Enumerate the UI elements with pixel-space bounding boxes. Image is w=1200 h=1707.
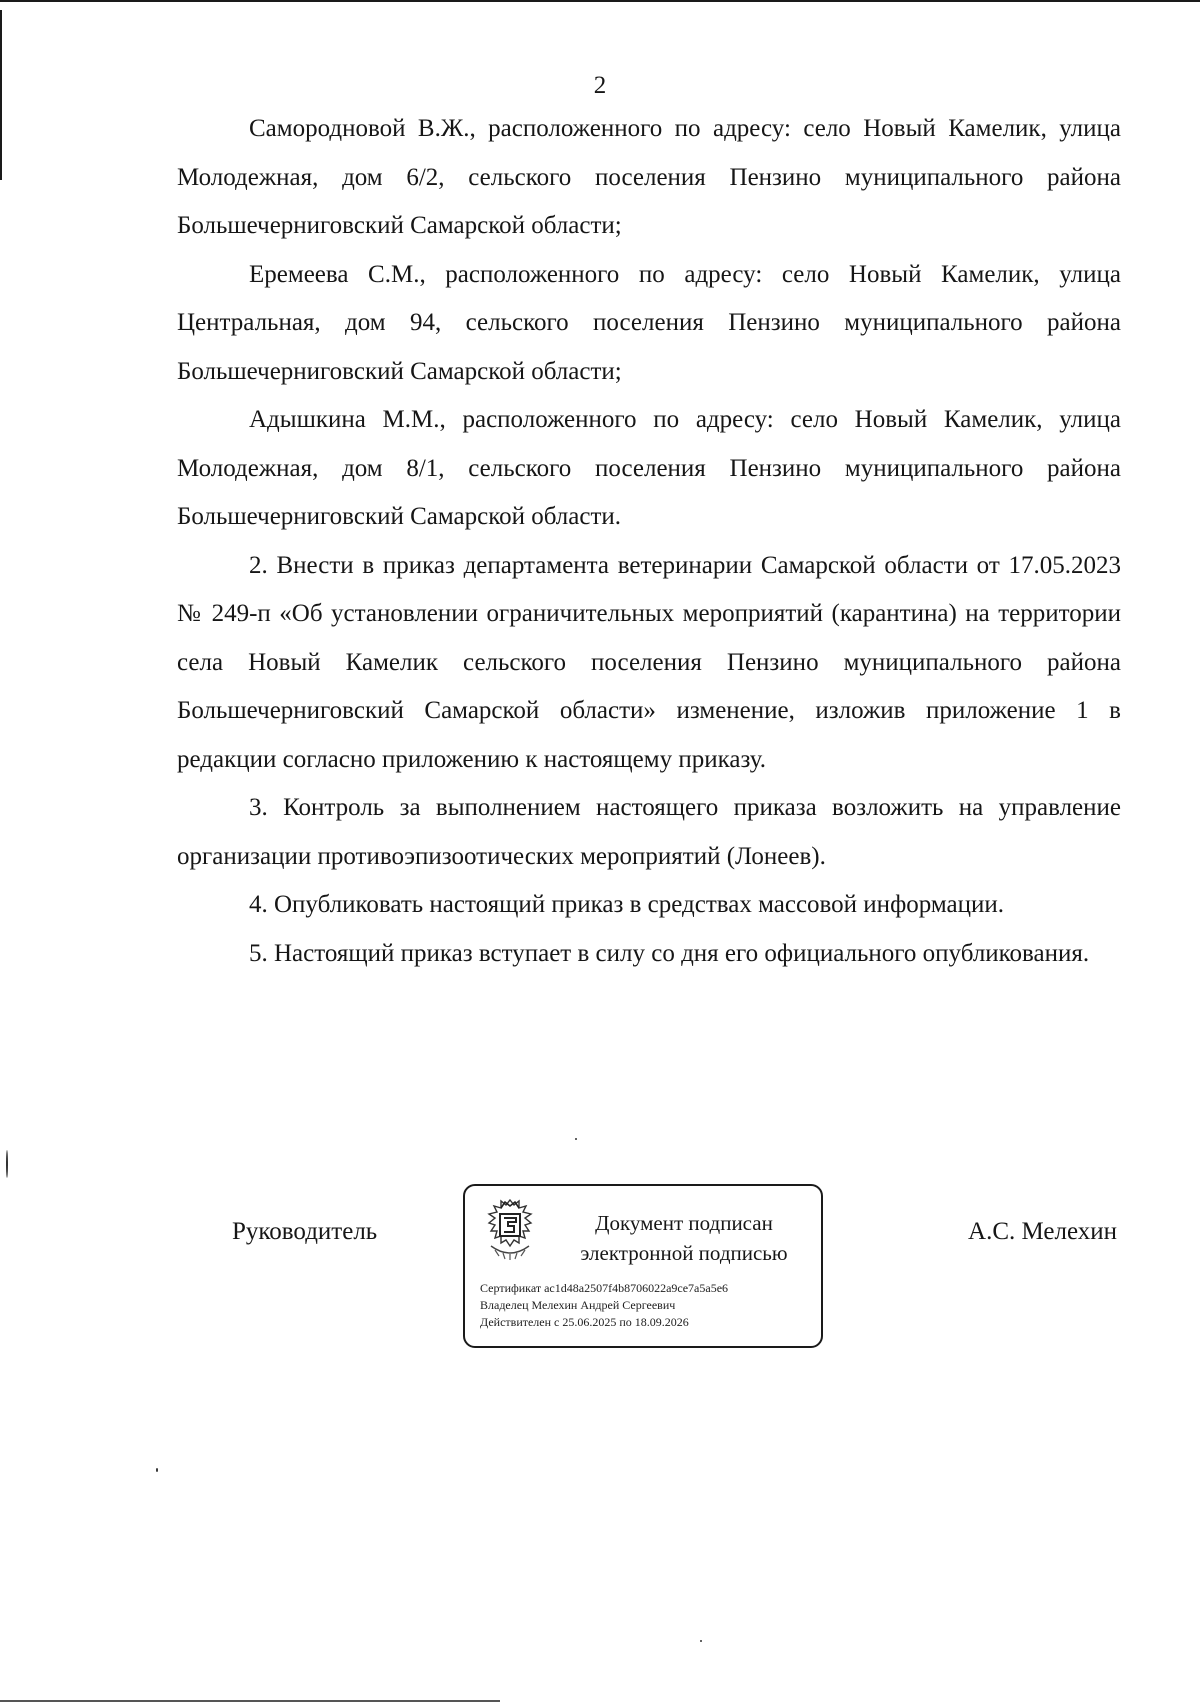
scan-top-edge (0, 0, 1200, 2)
scan-speck (156, 1468, 158, 1472)
stamp-heading-line-1: Документ подписан (595, 1211, 773, 1235)
stamp-owner: Владелец Мелехин Андрей Сергеевич (480, 1298, 676, 1312)
stamp-details (480, 1280, 820, 1331)
paragraph-eremeev: Еремеева С.М., расположенного по адресу: село Новый Камелик, улица Центральная, дом 94, сельского поселения Пензино муниципального района Большечерниговский Самарской области; (177, 260, 1121, 385)
scan-speck (6, 1150, 8, 1178)
paragraph-item-2: 2. Внести в приказ департамента ветеринарии Самарской области от 17.05.2023 № 249-п «Об установлении ограничительных мероприятий (карантина) на территории села Новый Камелик сельского поселения Пензино муниципального района Большечерниговский Самарской области» изменение, изложив приложение 1 в редакции согласно приложению к настоящему приказу. (177, 551, 1121, 773)
paragraph-item-3: 3. Контроль за выполнением настоящего приказа возложить на управление организации противоэпизоотических мероприятий (Лонеев). (177, 794, 1121, 870)
signer-position: Руководитель (232, 1218, 378, 1245)
paragraph-item-4: 4. Опубликовать настоящий приказ в средствах массовой информации. (249, 891, 1005, 918)
samara-region-coat-of-arms-icon (481, 1196, 539, 1262)
document-body (177, 105, 1121, 978)
signature-block (0, 1180, 1200, 1360)
electronic-signature-stamp (463, 1184, 823, 1348)
page-number: 2 (593, 72, 607, 99)
stamp-heading-line-2: электронной подписью (580, 1241, 788, 1265)
stamp-heading (559, 1208, 809, 1268)
scan-speck (700, 1640, 702, 1642)
paragraph-adyshkin: Адышкина М.М., расположенного по адресу: село Новый Камелик, улица Молодежная, дом 8/1, сельского поселения Пензино муниципального района Большечерниговский Самарской области. (177, 406, 1121, 530)
stamp-validity: Действителен с 25.06.2025 по 18.09.2026 (480, 1315, 689, 1329)
paragraph-item-5: 5. Настоящий приказ вступает в силу со дня его официального опубликования. (249, 939, 1090, 967)
stamp-certificate: Сертификат ac1d48a2507f4b8706022a9ce7a5a5e6 (480, 1281, 729, 1295)
signer-name: А.С. Мелехин (968, 1218, 1117, 1245)
paragraph-samorodnova: Самородновой В.Ж., расположенного по адресу: село Новый Камелик, улица Молодежная, дом 6/2, сельского поселения Пензино муниципального района Большечерниговский Самарской области; (177, 115, 1121, 239)
scan-speck (575, 1138, 577, 1140)
scan-bottom-edge (0, 1700, 500, 1702)
